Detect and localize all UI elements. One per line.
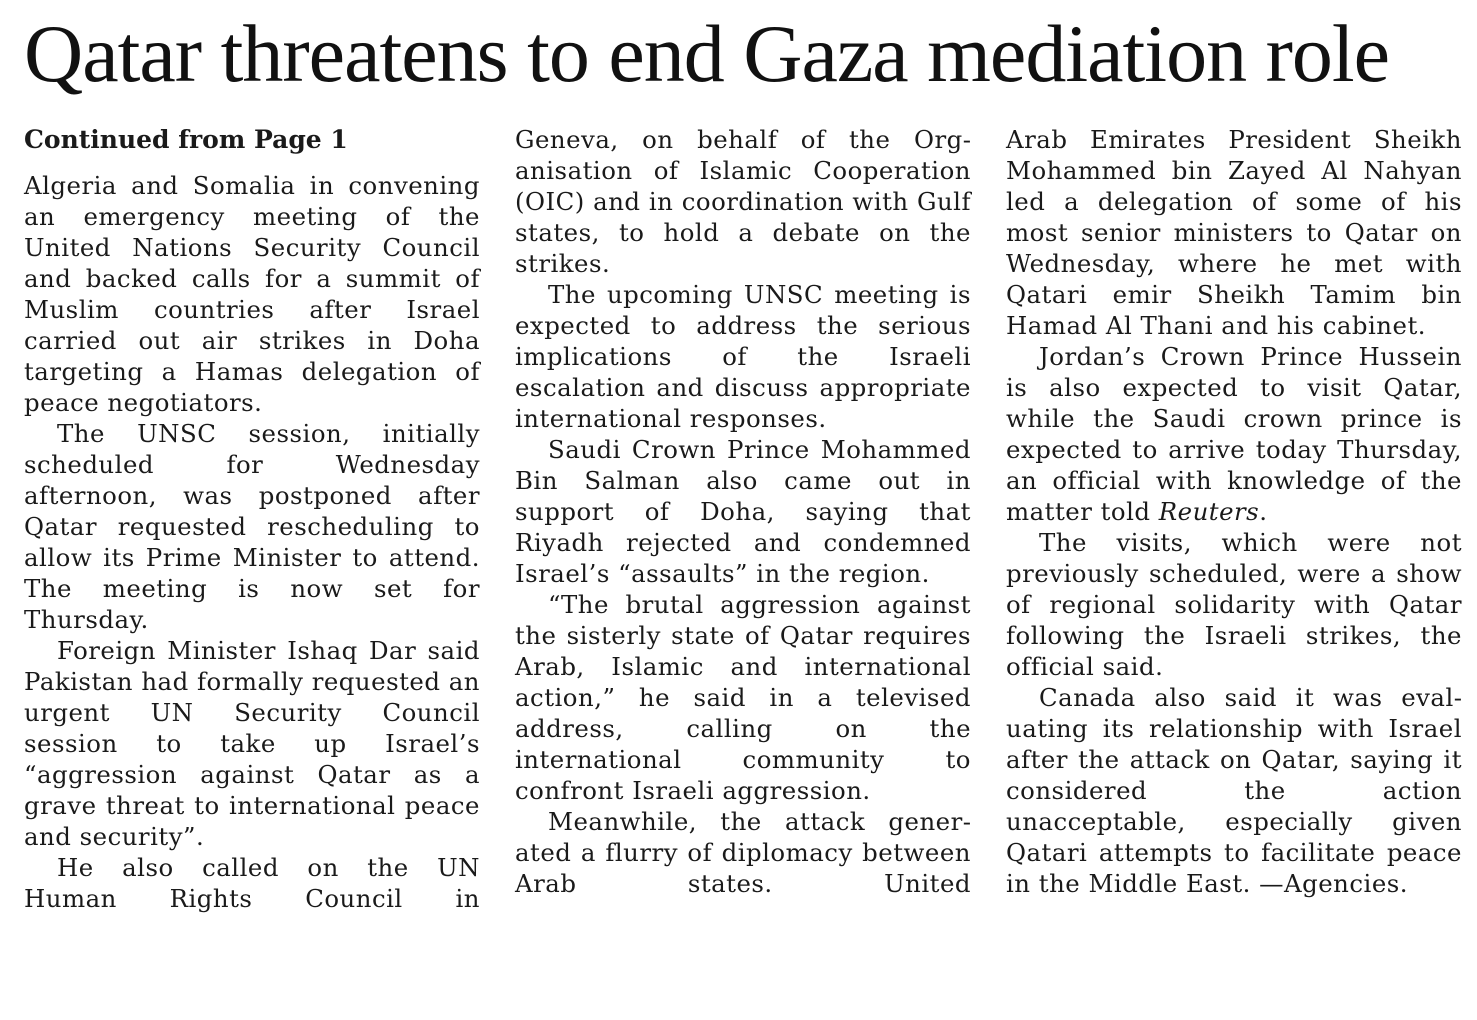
column-1-paragraph-4: He also called on the UN Human Rights Council in: [24, 853, 480, 913]
column-2-paragraph-3: Saudi Crown Prince Mohammed Bin Salman also came out in support of Doha, saying that Riyadh rejected and condemned Israel’s “assaults” in the region.: [515, 435, 971, 588]
column-1-paragraph-2: The UNSC session, initially scheduled for Wednesday afternoon, was postponed after Qatar requested rescheduling to allow its Prime Minister to attend. The meeting is now set for Thursday.: [24, 419, 480, 634]
column-3-paragraph-2: [1006, 341, 1462, 527]
reuters-credit: Reuters: [1158, 497, 1260, 526]
column-1-paragraph-3: Foreign Minister Ishaq Dar said Pakistan had formally requested an urgent UN Security Council session to take up Israel’s “aggression against Qatar as a grave threat to international peace and security”.: [24, 636, 480, 851]
article-column-1: [24, 124, 480, 914]
article-column-3: [1006, 124, 1462, 899]
column-3-paragraph-4: Canada also said it was evaluating its relationship with Israel after the attack on Qatar, saying it considered the action unacceptable, especially given Qatari attempts to facilitate peace in the Middle East. —Agencies.: [1006, 683, 1462, 898]
column-1-paragraph-1: Algeria and Somalia in convening an emergency meeting of the United Nations Security Council and backed calls for a summit of Muslim countries after Israel carried out air strikes in Doha targeting a Hamas delegation of peace negotiators.: [24, 171, 480, 417]
column-2-paragraph-2: The upcoming UNSC meeting is expected to address the serious implications of the Israeli escalation and discuss appropriate international responses.: [515, 280, 971, 433]
article-headline: Qatar threatens to end Gaza mediation role: [24, 8, 1390, 99]
column-3-paragraph-2-end: .: [1259, 497, 1268, 526]
column-3-paragraph-1: Arab Emirates President Sheikh Mohammed bin Zayed Al Nahyan led a delegation of some of his most senior ministers to Qatar on Wednesday, where he met with Qatari emir Sheikh Tamim bin Hamad Al Thani and his cabinet.: [1006, 125, 1462, 340]
column-2-paragraph-1: Geneva, on behalf of the Organisation of Islamic Cooperation (OIC) and in coordination with Gulf states, to hold a debate on the strikes.: [515, 125, 971, 278]
article-column-2: [515, 124, 971, 899]
continued-from-label: Continued from Page 1: [24, 125, 348, 154]
column-2-paragraph-4: “The brutal aggression against the sisterly state of Qatar requires Arab, Islamic and international action,” he said in a televised address, calling on the international community to confront Israeli aggression.: [515, 590, 971, 805]
column-3-paragraph-2-text: Jordan’s Crown Prince Hussein is also expected to visit Qatar, while the Saudi crown prince is expected to arrive today Thursday, an official with knowledge of the matter told: [1006, 342, 1462, 526]
column-2-paragraph-5: Meanwhile, the attack generated a flurry of diplomacy between Arab states. United: [515, 807, 971, 898]
column-3-paragraph-3: The visits, which were not previously scheduled, were a show of regional solidarity with Qatar following the Israeli strikes, the official said.: [1006, 528, 1462, 681]
